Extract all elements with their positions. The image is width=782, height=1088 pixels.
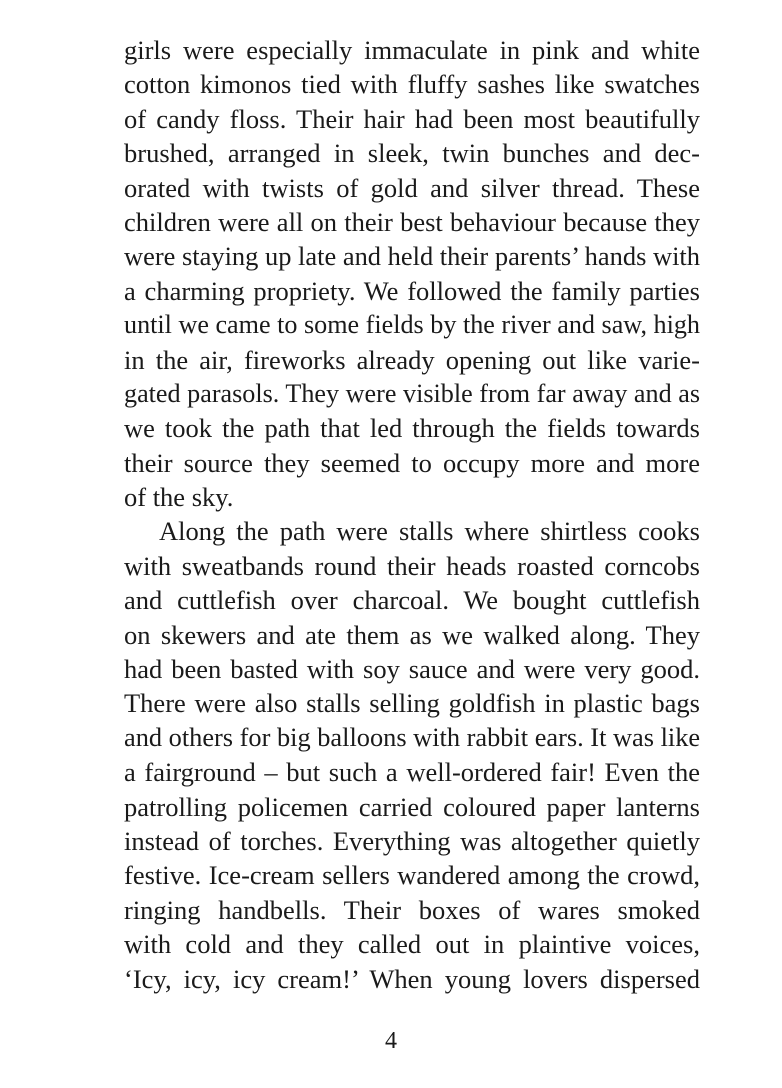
text-line: Along the path were stalls where shirtless cooks [159, 516, 700, 547]
text-line: with cold and they called out in plaintive voices, [124, 929, 700, 960]
text-line: we took the path that led through the fields towards [124, 413, 700, 444]
paragraph-1 [124, 33, 700, 514]
text-line: patrolling policemen carried coloured paper lanterns [124, 791, 700, 822]
text-line: instead of torches. Everything was altogether quietly [124, 825, 700, 856]
text-line: festive. Ice-cream sellers wandered among the crowd, [124, 860, 700, 891]
text-line: were staying up late and held their parents’ hands with [124, 241, 700, 272]
text-line: girls were especially immaculate in pink and white [124, 35, 700, 65]
paragraph-2 [124, 514, 700, 995]
text-line: and others for big balloons with rabbit ears. It was like [124, 722, 701, 752]
text-line: on skewers and ate them as we walked along. They [124, 619, 700, 650]
text-line: brushed, arranged in sleek, twin bunches and dec- [124, 138, 700, 169]
text-line: and cuttlefish over charcoal. We bought cuttlefish [124, 585, 700, 616]
text-line: orated with twists of gold and silver thread. These [124, 172, 700, 203]
text-line: in the air, fireworks already opening out like varie- [124, 344, 700, 375]
text-line: children were all on their best behaviour because they [124, 206, 700, 237]
text-line: with sweatbands round their heads roasted corncobs [124, 550, 700, 581]
text-line: of candy floss. Their hair had been most beautifully [124, 103, 700, 134]
text-line: ‘Icy, icy, icy cream!’ When young lovers dispersed [124, 963, 700, 994]
text-line: until we came to some fields by the river and saw, high [124, 310, 700, 340]
text-line: gated parasols. They were visible from far away and as [124, 378, 700, 408]
text-line: ringing handbells. Their boxes of wares smoked [124, 894, 700, 925]
page-number: 4 [385, 1028, 397, 1054]
text-line: had been basted with soy sauce and were very good. [124, 654, 700, 685]
text-line: There were also stalls selling goldfish in plastic bags [124, 688, 700, 719]
page-body [124, 33, 700, 996]
text-line: a charming propriety. We followed the family parties [124, 275, 700, 306]
text-line: of the sky. [124, 482, 234, 513]
text-line: their source they seemed to occupy more and more [124, 447, 700, 478]
text-line: a fairground – but such a well-ordered fair! Even the [124, 757, 700, 788]
text-line: cotton kimonos tied with fluffy sashes like swatches [124, 69, 700, 100]
